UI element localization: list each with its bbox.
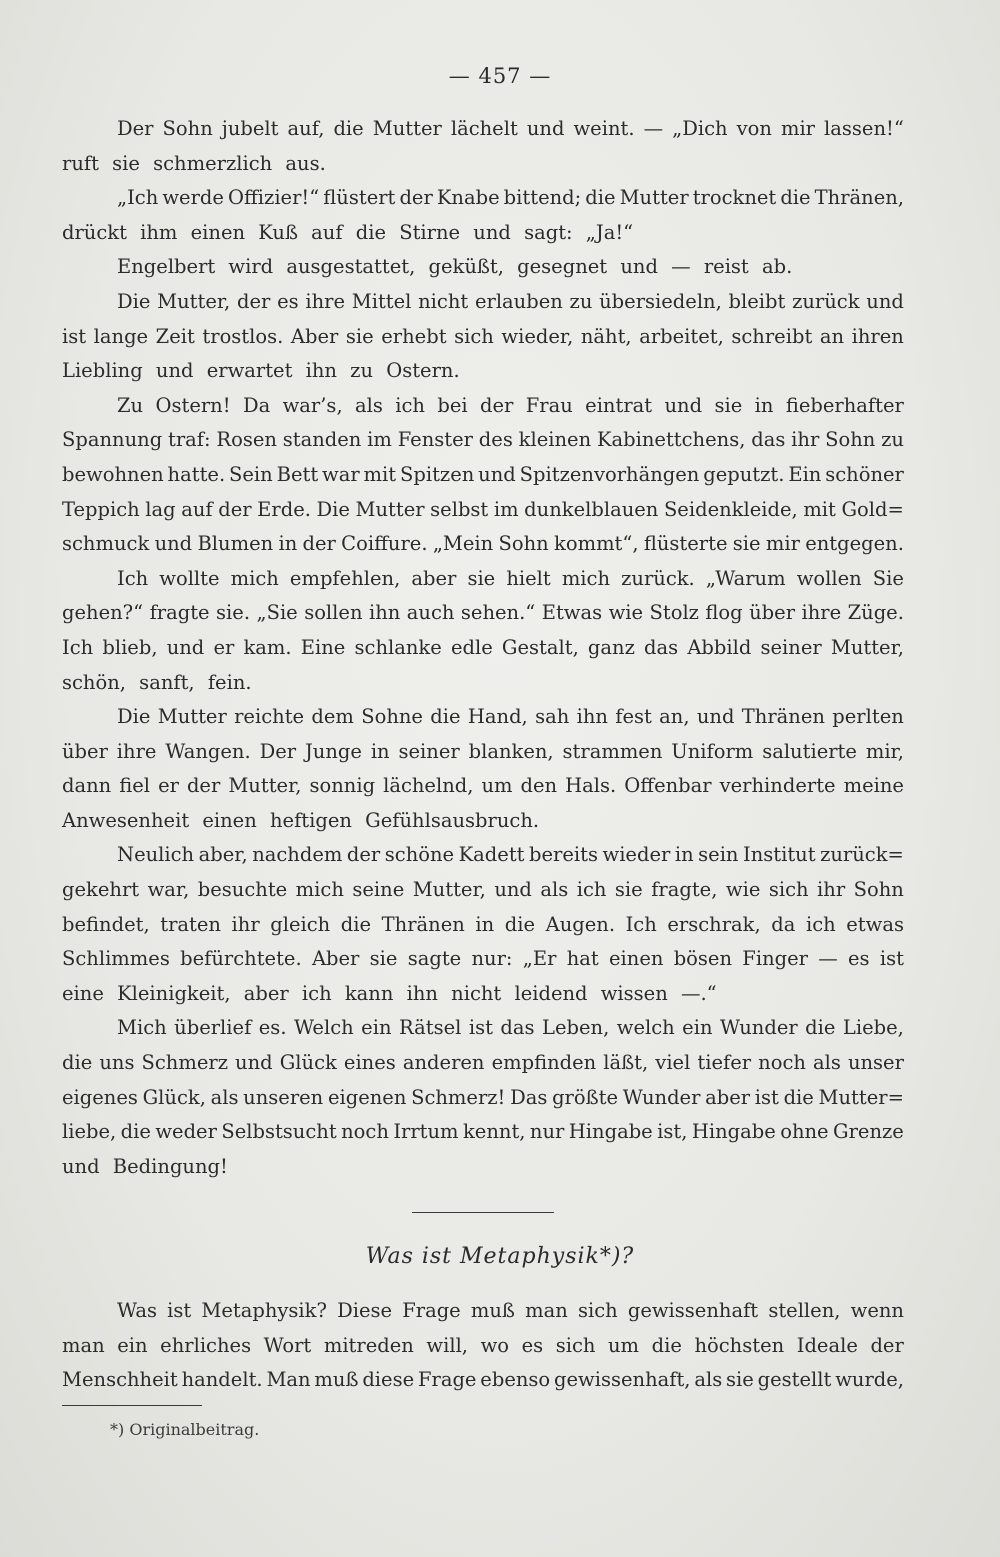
text-line: „Ich werde Offizier!“ flüstert der Knabe bittend; die Mutter trocknet die Thränen,: [117, 186, 904, 210]
section-title: Was ist Metaphysik*)?: [365, 1244, 635, 1269]
text-line: Anwesenheit einen heftigen Gefühlsausbruch.: [62, 808, 540, 832]
text-line: Die Mutter, der es ihre Mittel nicht erlauben zu übersiedeln, bleibt zurück und: [117, 289, 904, 313]
text-line: über ihre Wangen. Der Junge in seiner blanken, strammen Uniform salutierte mir,: [62, 739, 904, 763]
text-line: liebe, die weder Selbstsucht noch Irrtum kennt, nur Hingabe ist, Hingabe ohne Grenze: [62, 1120, 904, 1144]
footnote: *) Originalbeitrag.: [110, 1420, 260, 1439]
text-line: dann fiel er der Mutter, sonnig lächelnd, um den Hals. Offenbar verhinderte meine: [62, 774, 904, 798]
section-separator: [412, 1212, 554, 1213]
text-line: bewohnen hatte. Sein Bett war mit Spitzen und Spitzenvorhängen geputzt. Ein schöner: [62, 462, 904, 486]
text-line: ist lange Zeit trostlos. Aber sie erhebt sich wieder, näht, arbeitet, schreibt an ihren: [62, 324, 904, 348]
text-line: eigenes Glück, als unseren eigenen Schmerz! Das größte Wunder aber ist die Mutter=: [62, 1085, 904, 1109]
text-line: schmuck und Blumen in der Coiffure. „Mein Sohn kommt“, flüsterte sie mir entgegen.: [62, 532, 904, 556]
text-line: gehen?“ fragte sie. „Sie sollen ihn auch sehen.“ Etwas wie Stolz flog über ihre Züge.: [62, 601, 904, 625]
text-line: Die Mutter reichte dem Sohne die Hand, sah ihn fest an, und Thränen perlten: [117, 705, 904, 729]
text-line: Engelbert wird ausgestattet, geküßt, gesegnet und — reist ab.: [117, 255, 793, 279]
text-line: Neulich aber, nachdem der schöne Kadett bereits wieder in sein Institut zurück=: [117, 843, 904, 867]
text-line: gekehrt war, besuchte mich seine Mutter, und als ich sie fragte, wie sich ihr Sohn: [62, 878, 904, 902]
text-line: ruft sie schmerzlich aus.: [62, 151, 326, 175]
text-line: schön, sanft, fein.: [62, 670, 252, 694]
text-line: Ich wollte mich empfehlen, aber sie hielt mich zurück. „Warum wollen Sie: [117, 566, 904, 590]
text-line: Was ist Metaphysik? Diese Frage muß man sich gewissenhaft stellen, wenn: [117, 1299, 904, 1322]
text-line: Spannung traf: Rosen standen im Fenster des kleinen Kabinettchens, das ihr Sohn zu: [62, 428, 904, 452]
footnote-rule: [62, 1405, 202, 1406]
page-number: — 457 —: [448, 64, 552, 88]
text-line: Mich überlief es. Welch ein Rätsel ist das Leben, welch ein Wunder die Liebe,: [117, 1016, 904, 1040]
story-text-block: [62, 112, 904, 1184]
text-line: Liebling und erwartet ihn zu Ostern.: [62, 359, 460, 383]
text-line: befindet, traten ihr gleich die Thränen in die Augen. Ich erschrak, da ich etwas: [62, 912, 904, 936]
text-line: Der Sohn jubelt auf, die Mutter lächelt und weint. — „Dich von mir lassen!“: [117, 117, 904, 140]
essay-text-block: [62, 1294, 904, 1398]
text-line: man ein ehrliches Wort mitreden will, wo es sich um die höchsten Ideale der: [62, 1333, 904, 1357]
text-line: Zu Ostern! Da war’s, als ich bei der Frau eintrat und sie in fieberhafter: [117, 393, 904, 417]
text-line: die uns Schmerz und Glück eines anderen empfinden läßt, viel tiefer noch als unser: [62, 1051, 904, 1075]
text-line: Menschheit handelt. Man muß diese Frage ebenso gewissenhaft, als sie gestellt wurde,: [62, 1368, 904, 1392]
text-line: drückt ihm einen Kuß auf die Stirne und sagt: „Ja!“: [62, 220, 634, 244]
text-line: Teppich lag auf der Erde. Die Mutter selbst im dunkelblauen Seidenkleide, mit Gold=: [62, 497, 904, 521]
text-line: Ich blieb, und er kam. Eine schlanke edle Gestalt, ganz das Abbild seiner Mutter,: [62, 635, 904, 659]
text-line: und Bedingung!: [62, 1154, 228, 1178]
text-line: Schlimmes befürchtete. Aber sie sagte nur: „Er hat einen bösen Finger — es ist: [62, 947, 904, 971]
text-line: eine Kleinigkeit, aber ich kann ihn nicht leidend wissen —.“: [62, 981, 717, 1005]
